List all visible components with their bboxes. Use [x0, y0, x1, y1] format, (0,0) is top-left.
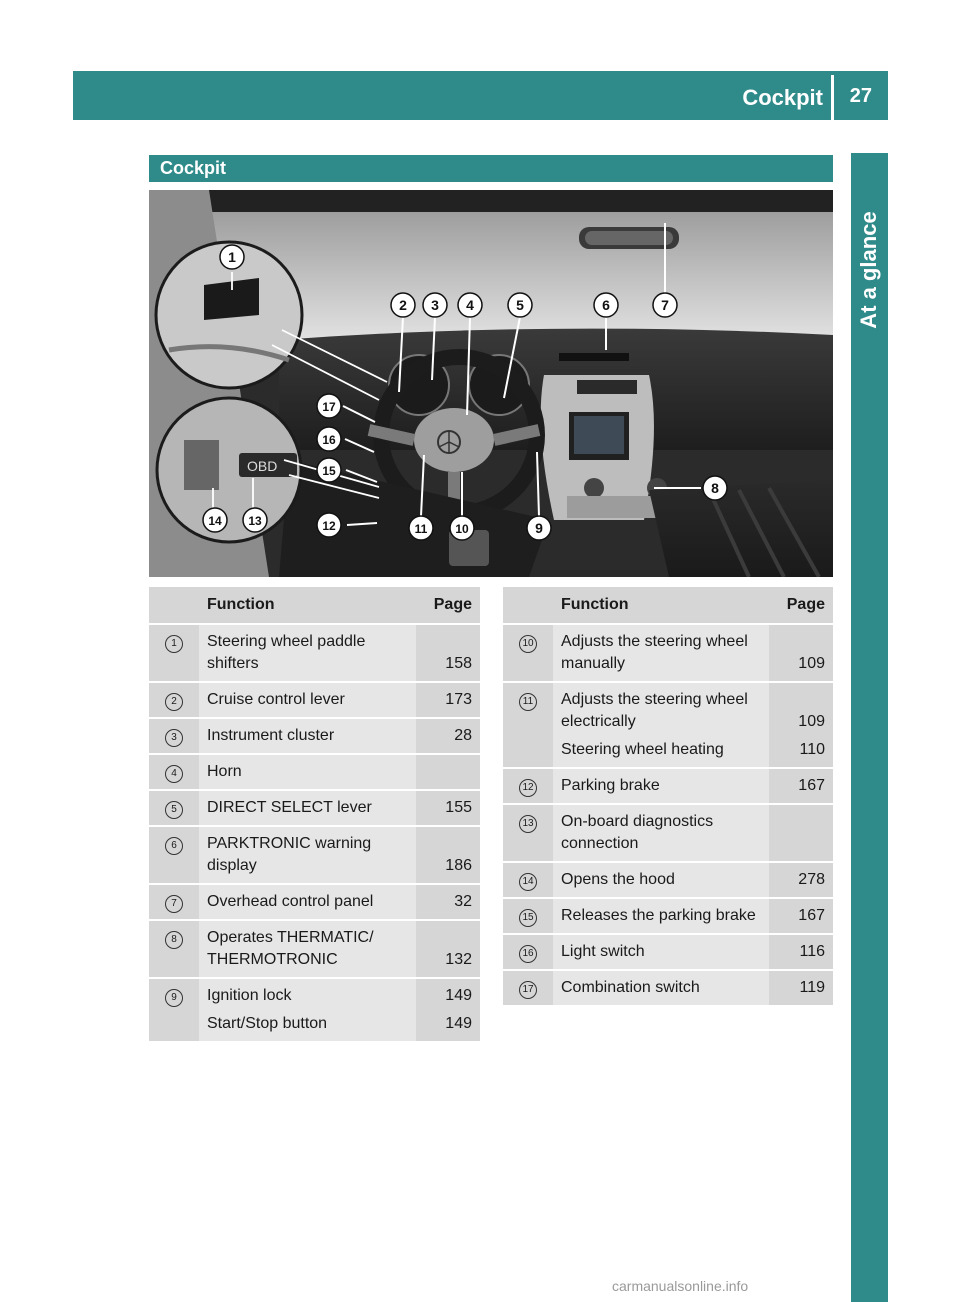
- callout-number-cell: [503, 971, 553, 1005]
- table-row: [149, 625, 480, 681]
- callout-number-cell: [149, 979, 199, 1041]
- cockpit-photo: [149, 190, 833, 577]
- callout-marker: [423, 293, 447, 317]
- function-cell: [553, 935, 769, 969]
- page-ref: 167: [798, 777, 825, 794]
- callout-number-cell: [149, 921, 199, 977]
- page-ref: 149: [445, 987, 472, 1004]
- function-text: DIRECT SELECT lever: [207, 799, 372, 816]
- page-ref: 167: [798, 907, 825, 924]
- header-page: Page: [416, 587, 480, 623]
- function-cell: [199, 979, 416, 1041]
- callout-marker-number: 1: [228, 249, 236, 265]
- callout-marker: [594, 293, 618, 317]
- function-cell: [553, 899, 769, 933]
- table-row: [149, 683, 480, 717]
- page-ref: 119: [799, 979, 825, 996]
- callout-number: 2: [165, 693, 183, 711]
- function-text: Combination switch: [561, 979, 700, 996]
- table-row: [149, 885, 480, 919]
- page-cell: [769, 769, 833, 803]
- function-text: Ignition lock: [207, 987, 292, 1004]
- function-text: Adjusts the steering wheel manually: [561, 633, 748, 672]
- page-ref: 186: [445, 857, 472, 874]
- side-tab-label: At a glance: [856, 211, 881, 329]
- function-cell: [553, 971, 769, 1005]
- page-ref: 110: [799, 741, 825, 758]
- callout-marker: [203, 508, 227, 532]
- callout-number-cell: [149, 719, 199, 753]
- footer-watermark: carmanualsonline.info: [612, 1278, 749, 1294]
- callout-number: 16: [519, 945, 537, 963]
- header-function: Function: [553, 587, 769, 623]
- page-cell: [769, 805, 833, 861]
- function-cell: [199, 827, 416, 883]
- table-row: [149, 921, 480, 977]
- function-text: Adjusts the steering wheel electrically: [561, 691, 748, 730]
- function-cell: [199, 921, 416, 977]
- callout-marker-number: 7: [661, 297, 669, 313]
- callout-number-cell: [149, 683, 199, 717]
- page-header: [73, 71, 888, 120]
- callout-marker: [317, 427, 341, 451]
- function-text: PARKTRONIC warning display: [207, 835, 372, 874]
- callout-marker-number: 3: [431, 297, 439, 313]
- callout-number-cell: [149, 827, 199, 883]
- page-cell: [769, 863, 833, 897]
- obd-label: OBD: [247, 458, 278, 474]
- page-cell: [769, 971, 833, 1005]
- table-row: [503, 769, 833, 803]
- callout-marker-number: 14: [208, 514, 222, 528]
- page-ref: 109: [798, 655, 825, 672]
- header-divider: [831, 75, 834, 120]
- header-function: Function: [199, 587, 416, 623]
- table-header-row: [503, 587, 833, 623]
- chapter-title: Cockpit: [742, 85, 823, 110]
- callout-number: 6: [165, 837, 183, 855]
- page-cell: [416, 719, 480, 753]
- callout-marker-number: 10: [455, 522, 469, 536]
- callout-marker: [409, 516, 433, 540]
- function-table-right: [503, 585, 833, 1007]
- table-row: [149, 719, 480, 753]
- callout-number: 14: [519, 873, 537, 891]
- table-row: [149, 827, 480, 883]
- callout-marker: [317, 458, 341, 482]
- table-row: [503, 863, 833, 897]
- function-text: Parking brake: [561, 777, 660, 794]
- callout-number: 15: [519, 909, 537, 927]
- page-cell: [416, 827, 480, 883]
- function-cell: [553, 625, 769, 681]
- callout-number-cell: [503, 805, 553, 861]
- page-cell: [769, 683, 833, 767]
- section-title: Cockpit: [160, 158, 227, 178]
- callout-number: 3: [165, 729, 183, 747]
- function-text: Horn: [207, 763, 242, 780]
- function-cell: [199, 755, 416, 789]
- table-row: [503, 971, 833, 1005]
- callout-number: 5: [165, 801, 183, 819]
- function-cell: [199, 719, 416, 753]
- callout-marker: [703, 476, 727, 500]
- callout-number: 7: [165, 895, 183, 913]
- table-row: [149, 791, 480, 825]
- function-cell: [199, 791, 416, 825]
- table-row: [503, 625, 833, 681]
- table-row: [503, 935, 833, 969]
- page-ref: 155: [445, 799, 472, 816]
- callout-number-cell: [503, 769, 553, 803]
- page-ref: 132: [445, 951, 472, 968]
- callout-number: 11: [519, 693, 537, 711]
- callout-number-cell: [503, 863, 553, 897]
- page-cell: [769, 625, 833, 681]
- callout-marker: [220, 245, 244, 269]
- callout-number-cell: [503, 935, 553, 969]
- callout-marker-number: 2: [399, 297, 407, 313]
- table-row: [503, 899, 833, 933]
- callout-marker: [527, 516, 551, 540]
- callout-number: 9: [165, 989, 183, 1007]
- page-ref: 149: [445, 1015, 472, 1032]
- page-cell: [769, 935, 833, 969]
- page-cell: [416, 755, 480, 789]
- function-cell: [553, 805, 769, 861]
- callout-number-cell: [503, 625, 553, 681]
- callout-number-cell: [503, 683, 553, 767]
- table-header-row: [149, 587, 480, 623]
- page-ref: 109: [798, 713, 825, 730]
- callout-marker: [450, 516, 474, 540]
- page-cell: [769, 899, 833, 933]
- callout-marker-number: 5: [516, 297, 524, 313]
- function-text: Steering wheel paddle shifters: [207, 633, 366, 672]
- page-cell: [416, 683, 480, 717]
- page-cell: [416, 885, 480, 919]
- table-row: [149, 755, 480, 789]
- table-row: [503, 805, 833, 861]
- callout-number-cell: [149, 791, 199, 825]
- callout-marker: [458, 293, 482, 317]
- callout-marker-number: 8: [711, 480, 719, 496]
- header-num: [149, 587, 199, 623]
- callout-number: 17: [519, 981, 537, 999]
- function-cell: [553, 683, 769, 767]
- function-cell: [553, 863, 769, 897]
- callout-marker-number: 16: [322, 433, 336, 447]
- callout-number-cell: [149, 885, 199, 919]
- table-row: [149, 979, 480, 1041]
- page-ref: 278: [798, 871, 825, 888]
- page-ref: [424, 761, 472, 783]
- function-text: Start/Stop button: [207, 1015, 328, 1032]
- page-ref: 28: [454, 727, 472, 744]
- callout-marker-number: 15: [322, 464, 336, 478]
- callout-marker-number: 4: [466, 297, 474, 313]
- callout-marker: [317, 513, 341, 537]
- page-cell: [416, 625, 480, 681]
- callout-marker-number: 11: [414, 522, 428, 536]
- callout-number: 4: [165, 765, 183, 783]
- callout-marker: [317, 394, 341, 418]
- function-cell: [199, 625, 416, 681]
- callout-number: 13: [519, 815, 537, 833]
- callout-number: 12: [519, 779, 537, 797]
- section-header: [149, 155, 833, 182]
- function-text: Cruise control lever: [207, 691, 345, 708]
- page-number: 27: [849, 85, 872, 107]
- function-text: Steering wheel heating: [561, 741, 724, 758]
- function-cell: [199, 885, 416, 919]
- page-cell: [416, 921, 480, 977]
- page-ref: 116: [799, 943, 825, 960]
- function-text: Opens the hood: [561, 871, 675, 888]
- function-text: Overhead control panel: [207, 893, 374, 910]
- page-ref: 173: [445, 691, 472, 708]
- page-ref: 158: [445, 655, 472, 672]
- function-cell: [553, 769, 769, 803]
- function-text: On-board diagnostics connection: [561, 813, 714, 852]
- callout-marker: [653, 293, 677, 317]
- callout-marker-number: 13: [248, 514, 262, 528]
- callout-number: 1: [165, 635, 183, 653]
- callout-marker: [391, 293, 415, 317]
- function-text: Releases the parking brake: [561, 907, 756, 924]
- callout-marker-number: 9: [535, 520, 543, 536]
- callout-marker: [243, 508, 267, 532]
- callout-number-cell: [149, 755, 199, 789]
- callout-number: 10: [519, 635, 537, 653]
- callout-number-cell: [149, 625, 199, 681]
- function-cell: [199, 683, 416, 717]
- function-text: Instrument cluster: [207, 727, 335, 744]
- page-ref: [777, 833, 825, 855]
- function-text: Light switch: [561, 943, 645, 960]
- callout-marker-number: 17: [322, 400, 336, 414]
- page-cell: [416, 979, 480, 1041]
- header-page: Page: [769, 587, 833, 623]
- callout-marker-number: 6: [602, 297, 610, 313]
- table-row: [503, 683, 833, 767]
- function-text: Operates THERMATIC/ THERMOTRONIC: [207, 929, 374, 968]
- callout-number-cell: [503, 899, 553, 933]
- callout-marker: [508, 293, 532, 317]
- callout-number: 8: [165, 931, 183, 949]
- header-num: [503, 587, 553, 623]
- function-table-left: [149, 585, 480, 1043]
- callout-marker-number: 12: [322, 519, 336, 533]
- page-cell: [416, 791, 480, 825]
- page-ref: 32: [454, 893, 472, 910]
